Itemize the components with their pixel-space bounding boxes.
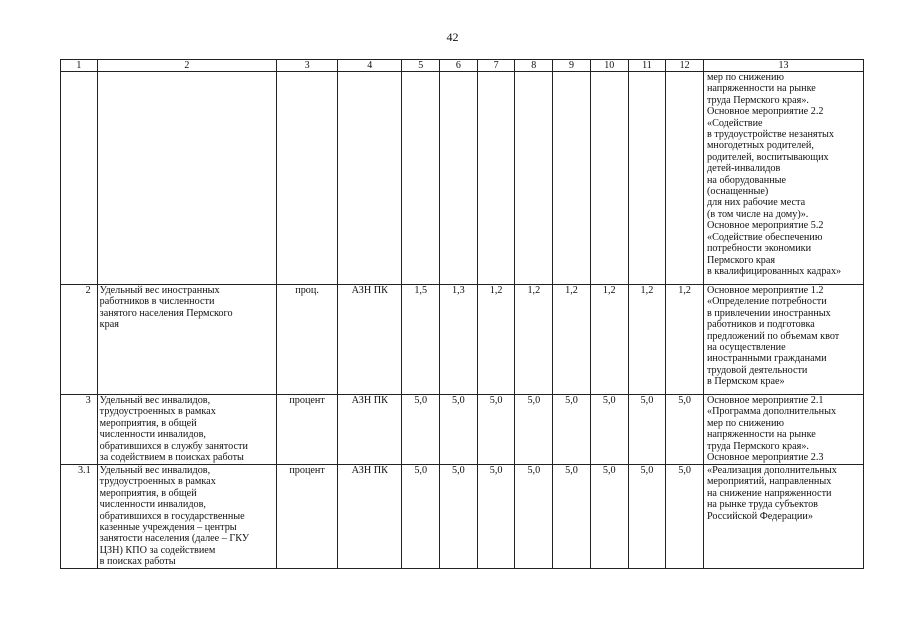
value-cell: 5,0 — [628, 465, 666, 569]
value-cell: 5,0 — [477, 395, 515, 465]
measure-line: на снижение напряженности — [706, 487, 832, 499]
unit-cell: процент — [277, 395, 338, 465]
column-header: 2 — [97, 60, 276, 72]
value-cell — [440, 72, 478, 285]
indicator-name-line: обратившихся в государственные — [99, 510, 245, 522]
value-cell: 5,0 — [666, 465, 704, 569]
value-cell — [402, 72, 440, 285]
measure-line: «Содействие — [706, 117, 763, 129]
indicator-name-line: Удельный вес инвалидов, — [99, 395, 211, 406]
table-body — [61, 72, 864, 569]
measure-line: для них рабочие места — [706, 197, 806, 209]
value-cell: 5,0 — [515, 465, 553, 569]
column-header: 8 — [515, 60, 553, 72]
measure-line: «Определение потребности — [706, 296, 827, 308]
measure-line: Основное мероприятие 1.2 — [706, 285, 824, 296]
column-header: 11 — [628, 60, 666, 72]
measure-line: на осуществление — [706, 342, 786, 354]
responsible-cell: АЗН ПК — [338, 465, 402, 569]
measure-line: потребности экономики — [706, 243, 812, 255]
unit-cell — [277, 72, 338, 285]
measure-line: предложений по объемам квот — [706, 330, 840, 342]
indicator-name — [97, 72, 276, 285]
unit-cell: процент — [277, 465, 338, 569]
column-header: 12 — [666, 60, 704, 72]
indicator-name-line: численности инвалидов, — [99, 499, 206, 511]
responsible-cell: АЗН ПК — [338, 395, 402, 465]
column-header: 6 — [440, 60, 478, 72]
measure-cell — [703, 72, 863, 285]
measure-line: (оснащенные) — [706, 186, 769, 198]
value-cell: 5,0 — [440, 395, 478, 465]
value-cell: 5,0 — [515, 395, 553, 465]
indicator-name-line: за содействием в поисках работы — [99, 452, 244, 464]
indicator-name — [97, 285, 276, 395]
column-header: 1 — [61, 60, 98, 72]
row-number: 3 — [61, 395, 98, 465]
column-header: 10 — [590, 60, 628, 72]
measure-line: родителей, воспитывающих — [706, 151, 829, 163]
value-cell: 5,0 — [666, 395, 704, 465]
row-number: 3.1 — [61, 465, 98, 569]
column-header: 7 — [477, 60, 515, 72]
responsible-cell: АЗН ПК — [338, 285, 402, 395]
value-cell: 5,0 — [553, 465, 591, 569]
value-cell — [553, 72, 591, 285]
value-cell: 5,0 — [590, 465, 628, 569]
measure-line: напряженности на рынке — [706, 429, 816, 441]
table-row — [61, 72, 864, 285]
measure-cell — [703, 285, 863, 395]
page-number: 42 — [446, 30, 459, 44]
measure-line: напряженности на рынке — [706, 83, 816, 95]
indicator-name-line: ЦЗН) КПО за содействием — [99, 544, 216, 556]
column-header: 3 — [277, 60, 338, 72]
measure-line: работников и подготовка — [706, 319, 815, 331]
measure-line: Основное мероприятие 5.2 — [706, 220, 824, 232]
measure-line: мер по снижению — [706, 417, 785, 429]
measure-line: Российской Федерации» — [706, 510, 813, 522]
column-header: 13 — [703, 60, 863, 72]
indicator-name-line: в поисках работы — [99, 556, 176, 568]
value-cell: 5,0 — [402, 395, 440, 465]
measure-line: Пермского края — [706, 254, 776, 266]
row-number: 2 — [61, 285, 98, 395]
measure-line: в Пермском крае» — [706, 376, 785, 388]
measure-line: труда Пермского края». — [706, 440, 809, 452]
indicator-name — [97, 465, 276, 569]
measure-line: мероприятий, направленных — [706, 476, 832, 488]
measure-line: в квалифицированных кадрах» — [706, 265, 842, 277]
indicators-table — [60, 59, 864, 569]
value-cell: 1,2 — [477, 285, 515, 395]
value-cell: 5,0 — [590, 395, 628, 465]
column-header: 5 — [402, 60, 440, 72]
column-header: 9 — [553, 60, 591, 72]
measure-line: на оборудованные — [706, 174, 787, 186]
value-cell — [590, 72, 628, 285]
unit-cell: проц. — [277, 285, 338, 395]
indicator-name-line: численности инвалидов, — [99, 429, 206, 441]
measure-line: Основное мероприятие 2.3 — [706, 452, 824, 464]
responsible-cell — [338, 72, 402, 285]
indicator-name-line: занятого населения Пермского — [99, 307, 233, 319]
table-row — [61, 465, 864, 569]
value-cell: 5,0 — [440, 465, 478, 569]
row-number — [61, 72, 98, 285]
indicator-name-line: работников в численности — [99, 296, 215, 308]
indicator-name-line: мероприятия, в общей — [99, 487, 197, 499]
measure-cell — [703, 465, 863, 569]
value-cell: 5,0 — [402, 465, 440, 569]
column-header: 4 — [338, 60, 402, 72]
indicator-name-line: трудоустроенных в рамках — [99, 406, 216, 418]
value-cell — [477, 72, 515, 285]
value-cell: 1,2 — [553, 285, 591, 395]
measure-line: (в том числе на дому)». — [706, 208, 809, 220]
value-cell: 1,2 — [515, 285, 553, 395]
indicator-name-line: Удельный вес иностранных — [99, 285, 220, 296]
indicator-name-line: занятости населения (далее – ГКУ — [99, 533, 250, 545]
indicator-name-line: края — [99, 319, 119, 331]
value-cell: 1,2 — [590, 285, 628, 395]
measure-line: мер по снижению — [706, 72, 785, 83]
measure-line: Основное мероприятие 2.2 — [706, 106, 824, 118]
value-cell: 1,3 — [440, 285, 478, 395]
value-cell — [515, 72, 553, 285]
indicator-name-line: казенные учреждения – центры — [99, 522, 237, 534]
measure-line: «Содействие обеспечению — [706, 231, 823, 243]
indicator-name — [97, 395, 276, 465]
measure-line: многодетных родителей, — [706, 140, 814, 152]
measure-line: труда Пермского края». — [706, 94, 809, 106]
value-cell — [628, 72, 666, 285]
indicator-name-line: мероприятия, в общей — [99, 417, 197, 429]
measure-line: трудовой деятельности — [706, 364, 808, 376]
value-cell: 1,2 — [628, 285, 666, 395]
measure-line: «Программа дополнительных — [706, 406, 837, 418]
measure-line: на рынке труда субъектов — [706, 499, 818, 511]
indicator-name-line: трудоустроенных в рамках — [99, 476, 216, 488]
measure-line: в трудоустройстве незанятых — [706, 129, 834, 141]
measure-line: в привлечении иностранных — [706, 307, 831, 319]
value-cell: 5,0 — [553, 395, 591, 465]
measure-line: «Реализация дополнительных — [706, 465, 837, 476]
value-cell: 1,5 — [402, 285, 440, 395]
value-cell: 5,0 — [628, 395, 666, 465]
value-cell — [666, 72, 704, 285]
value-cell: 5,0 — [477, 465, 515, 569]
column-number-row — [61, 60, 864, 72]
indicator-name-line: Удельный вес инвалидов, — [99, 465, 211, 476]
indicator-name-line: обратившихся в службу занятости — [99, 440, 248, 452]
measure-line: детей-инвалидов — [706, 163, 781, 175]
measure-line: Основное мероприятие 2.1 — [706, 395, 824, 406]
table-row — [61, 285, 864, 395]
value-cell: 1,2 — [666, 285, 704, 395]
measure-line: иностранными гражданами — [706, 353, 827, 365]
table-row — [61, 395, 864, 465]
measure-cell — [703, 395, 863, 465]
